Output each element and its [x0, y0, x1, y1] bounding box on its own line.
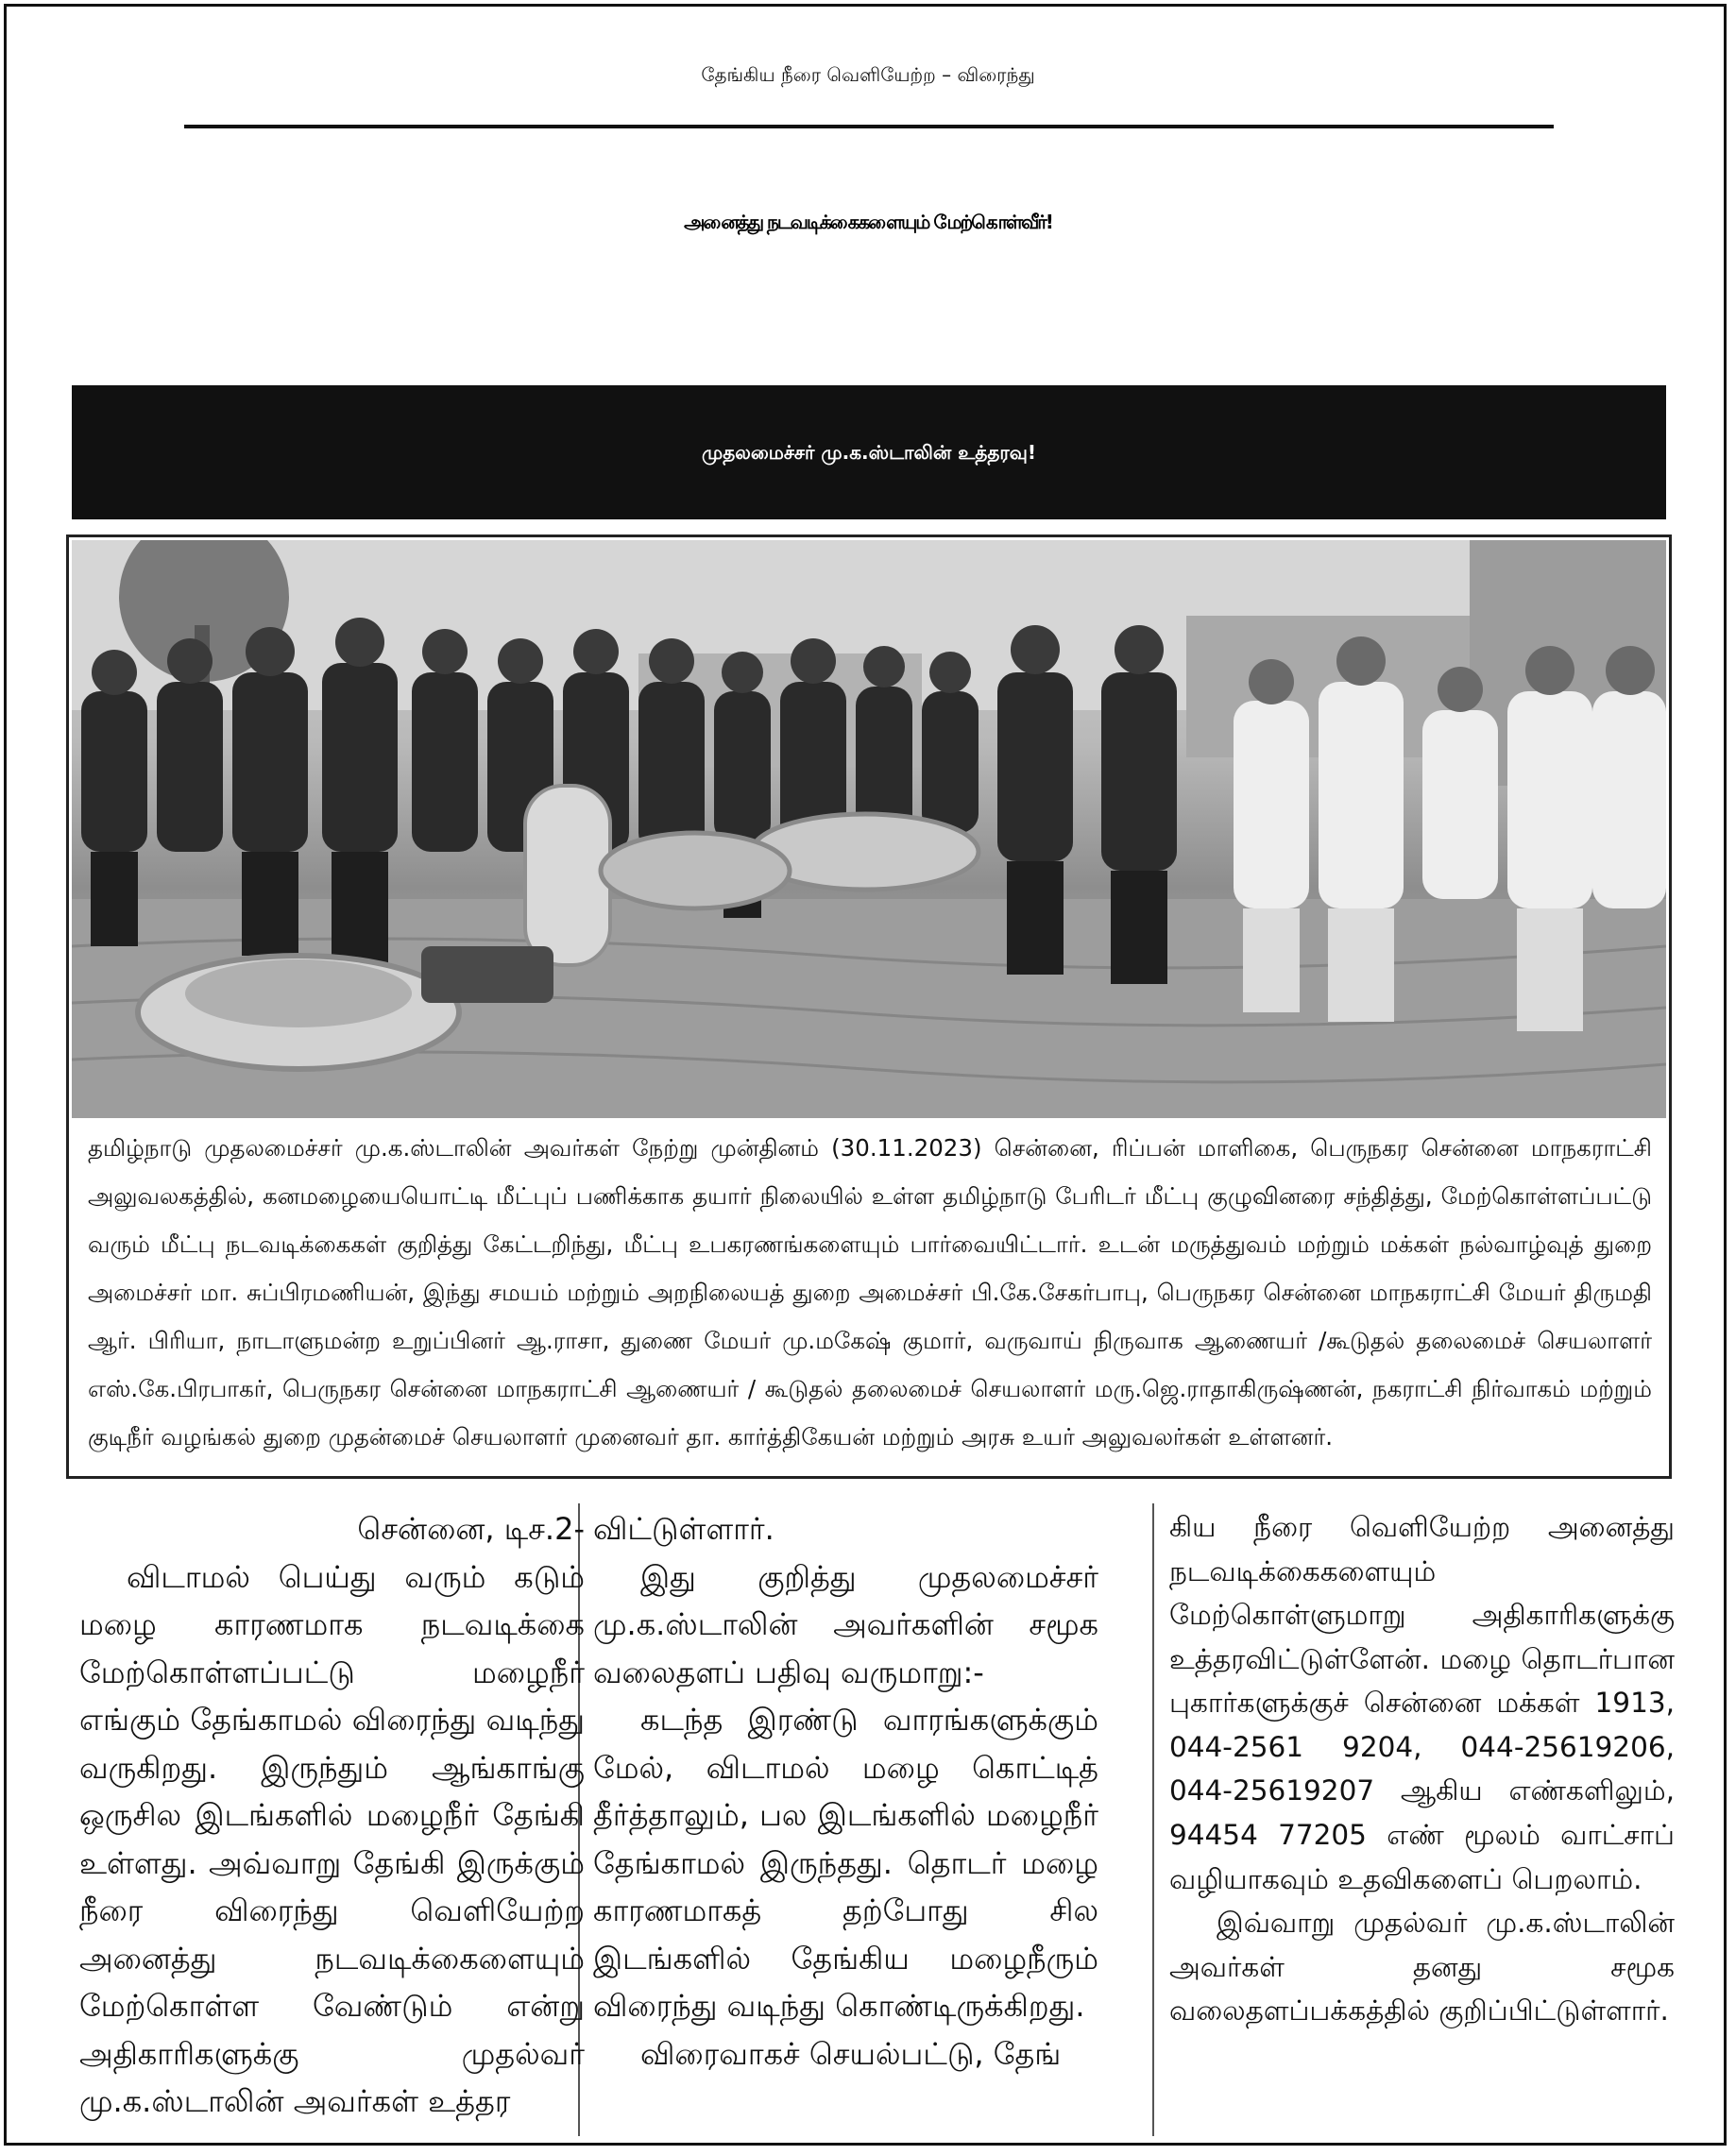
- column-3-para-2: இவ்வாறு முதல்வர் மு.க.ஸ்டாலின் அவர்கள் தனது சமூக வலைதளப்பக்கத்தில் குறிப்பிட்டுள்ளார்.: [1169, 1907, 1675, 2028]
- photo-illustration: [72, 540, 1666, 1118]
- main-headline: அனைத்து நடவடிக்கைகளையும் மேற்கொள்வீர்!: [684, 211, 1052, 233]
- article-column-1: [79, 1505, 585, 2126]
- kicker-headline: தேங்கிய நீரை வெளியேற்ற – விரைந்து: [701, 63, 1035, 86]
- news-photo: [72, 540, 1666, 1118]
- column-2-para-2: இது குறித்து முதலமைச்சர் மு.க.ஸ்டாலின் அவர்களின் சமூக வலைதளப் பதிவு வருமாறு:-: [593, 1558, 1098, 1690]
- photo-with-caption: [66, 535, 1672, 1479]
- column-divider-2: [1152, 1503, 1154, 2136]
- column-2-para-1: விட்டுள்ளார்.: [593, 1511, 774, 1547]
- column-2-para-3: கடந்த இரண்டு வாரங்களுக்கும் மேல், விடாமல் மழை கொட்டித் தீர்த்தாலும், பல இடங்களில் மழைநீர் தேங்காமல் இருந்தது. தொடர் மழை காரணமாகத் தற்போது சில இடங்களில் தேங்கிய மழைநீரும் விரைந்து வடிந்து கொண்டிருக்கிறது.: [593, 1702, 1098, 2024]
- subhead-text: முதலமைச்சர் மு.க.ஸ்டாலின் உத்தரவு!: [702, 441, 1036, 464]
- photo-caption: தமிழ்நாடு முதலமைச்சர் மு.க.ஸ்டாலின் அவர்கள் நேற்று முன்தினம் (30.11.2023) சென்னை, ரிப்பன் மாளிகை, பெருநகர சென்னை மாநகராட்சி அலுவலகத்தில், கனமழையையொட்டி மீட்புப் பணிக்காக தயார் நிலையில் உள்ள தமிழ்நாடு பேரிடர் மீட்பு குழுவினரை சந்தித்து, மேற்கொள்ளப்பட்டு வரும் மீட்பு நடவடிக்கைகள் குறித்து கேட்டறிந்து, மீட்பு உபகரணங்களையும் பார்வையிட்டார். உடன் மருத்துவம் மற்றும் மக்கள் நல்வாழ்வுத் துறை அமைச்சர் மா. சுப்பிரமணியன், இந்து சமயம் மற்றும் அறநிலையத் துறை அமைச்சர் பி.கே.சேகர்பாபு, பெருநகர சென்னை மாநகராட்சி மேயர் திருமதி ஆர். பிரியா, நாடாளுமன்ற உறுப்பினர் ஆ.ராசா, துணை மேயர் மு.மகேஷ் குமார், வருவாய் நிருவாக ஆணையர் /கூடுதல் தலைமைச் செயலாளர் எஸ்.கே.பிரபாகர், பெருநகர சென்னை மாநகராட்சி ஆணையர் / கூடுதல் தலைமைச் செயலாளர் மரு.ஜெ.ராதாகிருஷ்ணன், நகராட்சி நிர்வாகம் மற்றும் குடிநீர் வழங்கல் துறை முதன்மைச் செயலாளர் முனைவர் தா. கார்த்திகேயன் மற்றும் அரசு உயர் அலுவலர்கள் உள்ளனர்.: [88, 1134, 1652, 1451]
- article-column-2: [593, 1505, 1098, 2078]
- column-2-para-4: விரைவாகச் செயல்பட்டு, தேங்: [640, 2035, 1062, 2072]
- column-1-body: விடாமல் பெய்து வரும் கடும் மழை காரணமாக நடவடிக்கை மேற்கொள்ளப்பட்டு மழைநீர் எங்கும் தேங்காமல் விரைந்து வடிந்து வருகிறது. இருந்தும் ஆங்காங்கு ஒருசில இடங்களில் மழைநீர் தேங்கி உள்ளது. அவ்வாறு தேங்கி இருக்கும் நீரை விரைந்து வெளியேற்ற அனைத்து நடவடிக்கைளையும் மேற்கொள்ள வேண்டும் என்று அதிகாரிகளுக்கு முதல்வர் மு.க.ஸ்டாலின் அவர்கள் உத்தர: [79, 1558, 585, 2119]
- column-3-para-1: கிய நீரை வெளியேற்ற அனைத்து நடவடிக்கைகளையும் மேற்கொள்ளுமாறு அதிகாரிகளுக்கு உத்தரவிட்டுள்ளேன். மழை தொடர்பான புகார்களுக்குச் சென்னை மக்கள் 1913, 044-2561 9204, 044-25619206, 044-25619207 ஆகிய எண்களிலும், 94454 77205 எண் மூலம் வாட்சாப் வழியாகவும் உதவிகளைப் பெறலாம்.: [1169, 1511, 1675, 1895]
- dateline: சென்னை, டிச.2-: [357, 1511, 585, 1547]
- kicker-underline: [184, 125, 1554, 128]
- article-column-3: [1169, 1505, 1675, 2033]
